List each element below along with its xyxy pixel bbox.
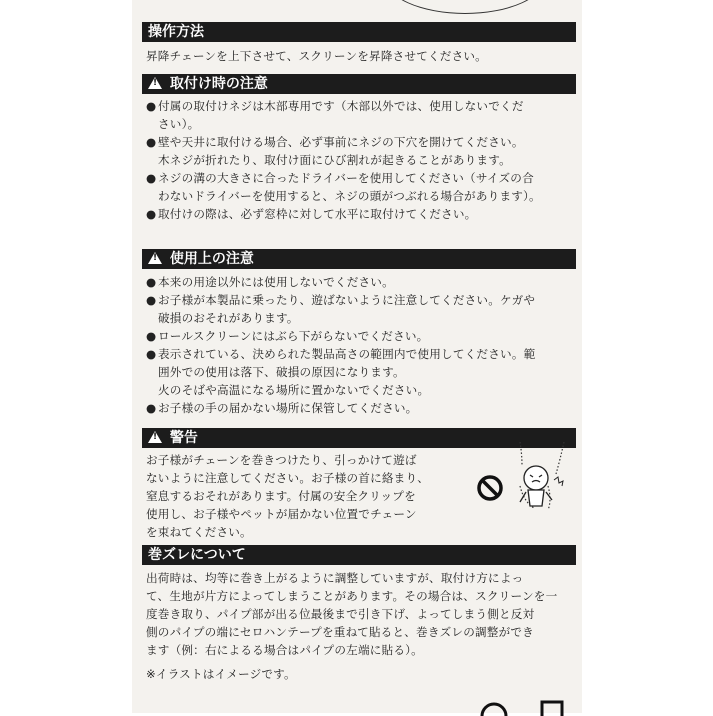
misalign-line: 側のパイプの端にセロハンテープを重ねて貼ると、巻きズレの調整ができ (146, 625, 534, 639)
usage-line: ● お子様が本製品に乗ったり、遊ばないように注意してください。ケガや (146, 293, 536, 307)
install-body (146, 97, 578, 223)
warning-line: ないように注意してください。お子様の首に絡まり、 (146, 471, 430, 485)
instruction-sheet (132, 0, 582, 713)
warning-triangle-icon (148, 252, 162, 264)
misalign-line: て、生地が片方によってしまうことがあります。その場合は、スクリーンを一 (146, 589, 558, 603)
operation-body (146, 47, 578, 65)
install-title: 取付け時の注意 (169, 76, 268, 92)
misalign-line: ます（例：右によるる場合はパイプの左端に貼る）。 (146, 643, 423, 657)
warning-triangle-icon (148, 77, 162, 89)
usage-header (142, 249, 576, 269)
misalign-line: 度巻き取り、パイプ部が出る位最後まで引き下げ、よってしまう側と反対 (146, 607, 535, 621)
misalign-body (146, 569, 578, 659)
usage-line: 破損のおそれがあります。 (158, 311, 299, 325)
top-arc-decoration (384, 0, 546, 14)
warning-line: お子様がチェーンを巻きつけたり、引っかけて遊ば (146, 453, 417, 467)
child-chain-illustration (468, 440, 568, 536)
operation-line: 昇降チェーンを上下させて、スクリーンを昇降させてください。 (146, 49, 487, 63)
warning-line: 窒息するおそれがあります。付属の安全クリップを (146, 489, 416, 503)
illustration-note: ※イラストはイメージです。 (146, 667, 296, 681)
warning-triangle-icon (148, 431, 162, 443)
usage-body (146, 273, 578, 417)
usage-line: 囲外での使用は落下、破損の原因になります。 (158, 365, 405, 379)
install-line: ● 取付けの際は、必ず窓枠に対して水平に取付けてください。 (146, 207, 477, 221)
install-line: ● 付属の取付けネジは木部専用です（木部以外では、使用しないでくだ (146, 99, 524, 113)
install-line: わないドライバーを使用すると、ネジの頭がつぶれる場合があります）。 (158, 189, 541, 203)
usage-title: 使用上の注意 (169, 251, 254, 267)
install-line: ● 壁や天井に取付ける場合、必ず事前にネジの下穴を開けてください。 (146, 135, 524, 149)
warning-body (146, 451, 466, 541)
usage-line: 火のそばや高温になる場所に置かないでください。 (158, 383, 430, 397)
operation-header (142, 22, 576, 42)
bottom-edge-icons (470, 696, 570, 716)
prohibited-icon (479, 477, 501, 499)
misalign-title: 巻ズレについて (148, 547, 246, 563)
install-header (142, 74, 576, 94)
usage-line: ● 本来の用途以外には使用しないでください。 (146, 275, 394, 289)
usage-line: ● お子様の手の届かない場所に保管してください。 (146, 401, 418, 415)
misalign-header (142, 545, 576, 565)
usage-line: ● ロールスクリーンにはぶら下がらないでください。 (146, 329, 429, 343)
child-face-icon (520, 466, 563, 506)
misalign-line: 出荷時は、均等に巻き上がるように調整していますが、取付け方によっ (146, 571, 524, 585)
warning-line: 使用し、お子様やペットが届かない位置でチェーン (146, 507, 417, 521)
operation-title: 操作方法 (148, 24, 204, 40)
warning-line: を束ねてください。 (146, 525, 252, 539)
install-line: さい）。 (158, 117, 200, 131)
install-line: 木ネジが折れたり、取付け面にひび割れが起きることがあります。 (158, 153, 511, 167)
warning-title: 警告 (169, 430, 198, 446)
usage-line: ● 表示されている、決められた製品高さの範囲内で使用してください。範 (146, 347, 536, 361)
install-line: ● ネジの溝の大きさに合ったドライバーを使用してください（サイズの合 (146, 171, 534, 185)
